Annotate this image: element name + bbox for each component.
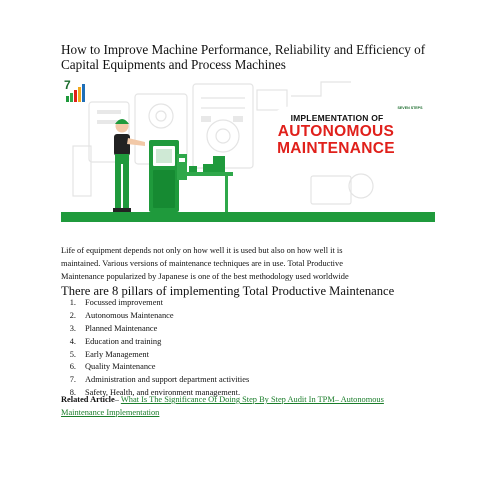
list-text: Planned Maintenance bbox=[85, 323, 158, 333]
list-text: Focussed improvement bbox=[85, 298, 163, 307]
banner-main-title bbox=[266, 123, 406, 157]
list-number: 3. bbox=[69, 323, 76, 333]
related-separator: – bbox=[114, 395, 121, 404]
list-number: 2. bbox=[69, 310, 76, 320]
list-item bbox=[61, 361, 441, 374]
list-text: Early Management bbox=[85, 349, 149, 359]
banner-subtitle: IMPLEMENTATION OF bbox=[290, 113, 384, 123]
seven-steps-logo-icon bbox=[61, 76, 91, 106]
related-article-label: Related Article bbox=[61, 395, 115, 404]
list-number: 5. bbox=[69, 349, 76, 359]
section-heading: There are 8 pillars of implementing Total Productive Maintenance bbox=[61, 284, 395, 298]
related-link-line-2: Maintenance Implementation bbox=[61, 407, 160, 417]
list-number: 6. bbox=[69, 362, 76, 372]
paragraph-line: Life of equipment depends not only on how well it is used but also on how well it is bbox=[61, 246, 343, 255]
logo-label: SEVEN STEPS bbox=[397, 106, 423, 110]
list-number: 8. bbox=[69, 388, 76, 398]
pillars-list bbox=[61, 297, 441, 400]
list-item bbox=[61, 310, 441, 323]
paragraph-line: Maintenance popularized by Japanese is one of the best methodology used worldwide bbox=[61, 271, 349, 281]
banner-main-line-1: AUTONOMOUS bbox=[277, 123, 395, 140]
list-item bbox=[61, 297, 441, 310]
list-item bbox=[61, 374, 441, 387]
intro-paragraph bbox=[61, 245, 441, 283]
list-text: Safety, Health, and environment management. bbox=[85, 388, 241, 398]
svg-text:7: 7 bbox=[64, 78, 71, 92]
paragraph-line: maintained. Various versions of maintenance techniques are in use. Total Productive bbox=[61, 258, 343, 268]
document-title: How to Improve Machine Performance, Reliability and Efficiency of Capital Equipments and Process Machines bbox=[61, 42, 426, 72]
list-text: Education and training bbox=[85, 336, 162, 346]
list-item bbox=[61, 336, 441, 349]
list-text: Quality Maintenance bbox=[85, 362, 156, 372]
list-text: Autonomous Maintenance bbox=[85, 310, 174, 320]
banner-image bbox=[61, 76, 435, 224]
related-link-line-1: What Is The Significance Of Doing Step By Step Audit In TPM– Autonomous bbox=[120, 395, 384, 404]
related-article bbox=[61, 394, 441, 420]
list-number: 1. bbox=[69, 298, 76, 307]
list-item bbox=[61, 349, 441, 362]
list-text: Administration and support department activities bbox=[85, 375, 250, 385]
list-item bbox=[61, 323, 441, 336]
banner-main-line-2: MAINTENANCE bbox=[277, 140, 395, 157]
list-number: 7. bbox=[69, 375, 76, 385]
list-number: 4. bbox=[69, 336, 76, 346]
